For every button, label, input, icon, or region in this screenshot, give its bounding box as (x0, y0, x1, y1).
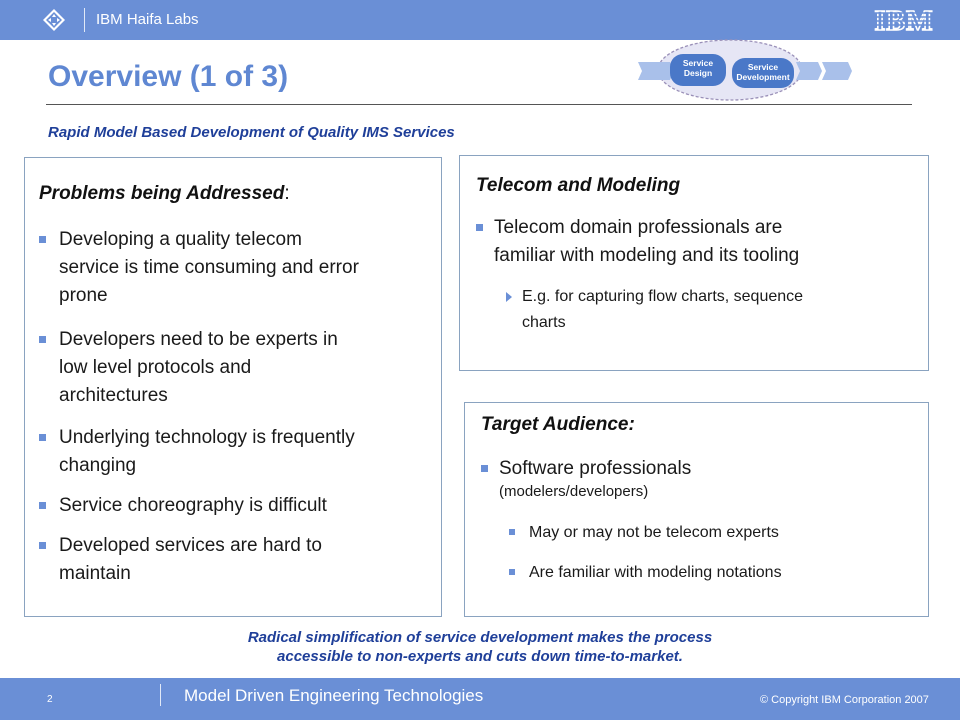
problems-list (39, 226, 439, 592)
list-item-line: low level protocols and (59, 357, 252, 378)
list-item (476, 214, 916, 274)
process-stage-left (638, 62, 674, 80)
audience-heading: Target Audience: (481, 414, 635, 435)
problems-panel (24, 157, 442, 617)
process-stage-development-label-2: Development (736, 72, 790, 82)
conclusion-note (0, 628, 960, 666)
footer-bar (0, 678, 960, 720)
bullet-square-icon (39, 502, 46, 509)
list-item-line: service is time consuming and error (59, 257, 359, 278)
process-stage-design-label-1: Service (682, 58, 714, 68)
list-subitem (509, 520, 919, 560)
ibm-logo-icon (870, 6, 938, 34)
page-title: Overview (1 of 3) (48, 60, 289, 93)
audience-panel (464, 402, 929, 617)
bullet-square-icon (481, 465, 488, 472)
process-stage-development-label-1: Service (747, 62, 779, 72)
list-item-line: prone (59, 285, 108, 306)
list-item (481, 457, 921, 503)
telecom-sublist (504, 284, 914, 336)
list-item-line: Software professionals (499, 458, 692, 479)
telecom-panel (459, 155, 929, 371)
list-item (39, 226, 439, 326)
telecom-list (476, 214, 916, 274)
audience-list (481, 457, 921, 503)
telecom-heading: Telecom and Modeling (476, 175, 681, 196)
list-item-line: architectures (59, 385, 168, 406)
problems-heading: Problems being Addressed: (39, 183, 290, 204)
copyright-notice: © Copyright IBM Corporation 2007 (760, 694, 929, 706)
list-item-line: Telecom domain professionals are (494, 217, 783, 238)
list-subitem (504, 284, 914, 336)
header-brand: IBM Haifa Labs (96, 11, 199, 28)
bullet-square-icon (39, 434, 46, 441)
bullet-square-icon (39, 236, 46, 243)
footer-title: Model Driven Engineering Technologies (184, 686, 484, 705)
conclusion-line: Radical simplification of service development makes the process (247, 629, 713, 646)
list-subitem (509, 560, 919, 586)
list-item-line: charts (522, 314, 566, 331)
list-item (39, 424, 439, 492)
page-subtitle: Rapid Model Based Development of Quality IMS Services (48, 124, 455, 141)
list-item-line: changing (59, 455, 137, 476)
bullet-square-icon (476, 224, 483, 231)
footer-divider (160, 684, 161, 706)
list-item (39, 326, 439, 424)
header-divider (84, 8, 85, 32)
process-stage-right-2 (822, 62, 852, 80)
list-item-line: Are familiar with modeling notations (529, 564, 782, 581)
list-item-line: (modelers/developers) (499, 483, 649, 500)
bullet-square-icon (39, 336, 46, 343)
list-item-line: Developing a quality telecom (59, 229, 302, 250)
list-item (39, 532, 439, 592)
list-item-line: Developers need to be experts in (59, 329, 338, 350)
conclusion-line: accessible to non-experts and cuts down time-to-market. (277, 648, 683, 665)
list-item-line: May or may not be telecom experts (529, 524, 779, 541)
bullet-square-icon (509, 569, 515, 575)
page-number: 2 (47, 694, 53, 705)
list-item-line: Service choreography is difficult (59, 495, 327, 516)
list-item-line: Developed services are hard to (59, 535, 322, 556)
audience-sublist (509, 520, 919, 586)
title-rule (46, 104, 912, 105)
arrows-logo-icon (42, 8, 66, 32)
bullet-triangle-icon (506, 292, 512, 302)
header-bar (0, 0, 960, 40)
list-item-line: maintain (59, 563, 131, 584)
process-chevron-graphic (636, 38, 856, 104)
process-stage-design-label-2: Design (683, 68, 713, 78)
list-item-line: Underlying technology is frequently (59, 427, 355, 448)
list-item-line: E.g. for capturing flow charts, sequence (522, 288, 804, 305)
bullet-square-icon (39, 542, 46, 549)
list-item (39, 492, 439, 532)
ibm-logo-text: IBM (874, 6, 934, 34)
list-item-line: familiar with modeling and its tooling (494, 245, 800, 266)
bullet-square-icon (509, 529, 515, 535)
